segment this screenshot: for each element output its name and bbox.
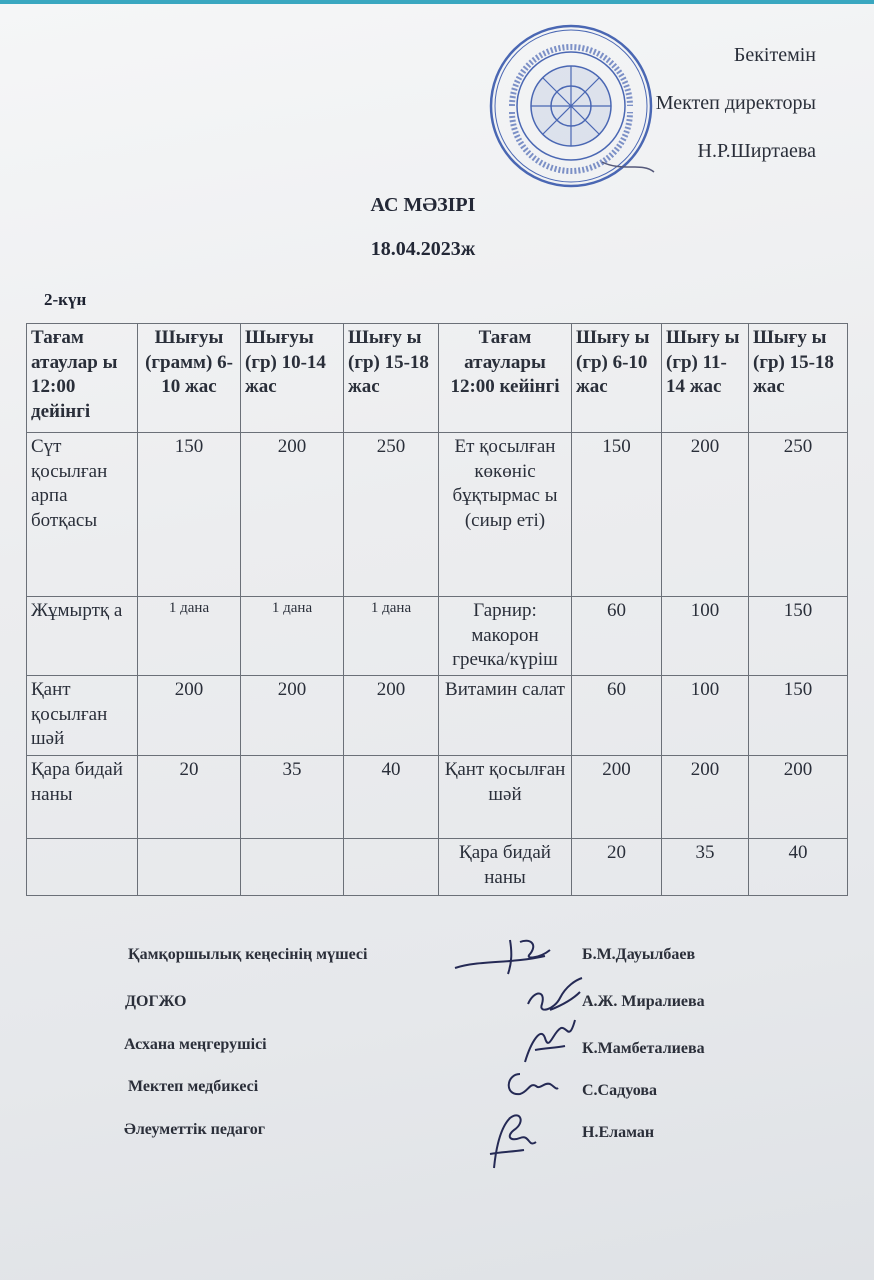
- table-cell: Сүт қосылған арпа ботқасы: [27, 433, 138, 597]
- document-date: 18.04.2023ж: [370, 238, 476, 260]
- handwritten-signature: [500, 1066, 560, 1106]
- signature-name: Н.Еламан: [582, 1124, 655, 1141]
- table-cell: 20: [572, 839, 662, 896]
- table-row: [27, 433, 848, 597]
- table-cell: 150: [572, 433, 662, 597]
- handwritten-signature: [480, 1108, 540, 1178]
- table-cell: Қант қосылған шәй: [439, 756, 572, 839]
- signature-name: А.Ж. Миралиева: [582, 993, 705, 1010]
- handwritten-signature: [515, 1012, 585, 1072]
- official-stamp: [482, 22, 660, 190]
- table-cell: 60: [572, 597, 662, 676]
- table-cell: 250: [749, 433, 848, 597]
- table-cell: 200: [662, 433, 749, 597]
- document-title: АС МӘЗІРІ: [370, 194, 476, 216]
- table-cell: Қант қосылған шәй: [27, 676, 138, 756]
- approval-line-2: Мектеп директоры: [655, 92, 816, 114]
- header-cell: Шығу ы (гр) 15-18 жас: [344, 324, 439, 433]
- menu-table: [26, 323, 848, 896]
- table-cell: 150: [749, 597, 848, 676]
- table-cell: Витамин салат: [439, 676, 572, 756]
- header-cell: Шығу ы (гр) 15-18 жас: [749, 324, 848, 433]
- header-cell: Тағам атаулар ы 12:00 дейінгі: [27, 324, 138, 433]
- signature-role: ДОГЖО: [125, 993, 187, 1010]
- table-cell: 200: [662, 756, 749, 839]
- table-cell: [241, 839, 344, 896]
- table-cell: 60: [572, 676, 662, 756]
- signature-role: Әлеуметтік педагог: [124, 1121, 266, 1138]
- signature-name: С.Садуова: [582, 1082, 658, 1099]
- table-cell: 1 дана: [344, 597, 439, 676]
- table-cell: 35: [662, 839, 749, 896]
- header-cell: Шығу ы (гр) 6-10 жас: [572, 324, 662, 433]
- table-cell: 40: [749, 839, 848, 896]
- table-cell: 150: [749, 676, 848, 756]
- table-header-row: [27, 324, 848, 433]
- signature-role: Қамқоршылық кеңесінің мүшесі: [128, 946, 368, 963]
- table-cell: 200: [344, 676, 439, 756]
- signature-role: Мектеп медбикесі: [128, 1078, 259, 1095]
- table-cell: 250: [344, 433, 439, 597]
- table-row: [27, 676, 848, 756]
- header-cell: Шығу ы (гр) 11-14 жас: [662, 324, 749, 433]
- table-cell: Жұмыртқ а: [27, 597, 138, 676]
- table-cell: 200: [138, 676, 241, 756]
- table-cell: 200: [241, 433, 344, 597]
- header-cell: Шығуы (грамм) 6-10 жас: [138, 324, 241, 433]
- table-cell: 20: [138, 756, 241, 839]
- table-cell: 200: [749, 756, 848, 839]
- table-cell: Гарнир: макорон гречка/күріш: [439, 597, 572, 676]
- table-cell: 100: [662, 597, 749, 676]
- signature-name: Б.М.Дауылбаев: [582, 946, 696, 963]
- table-row: [27, 597, 848, 676]
- table-cell: Қара бидай наны: [27, 756, 138, 839]
- table-row: [27, 839, 848, 896]
- signature-role: Асхана меңгерушісі: [124, 1036, 267, 1053]
- table-cell: 35: [241, 756, 344, 839]
- table-cell: 1 дана: [241, 597, 344, 676]
- signature-name: К.Мамбеталиева: [582, 1040, 705, 1057]
- header-cell: Тағам атаулары 12:00 кейінгі: [439, 324, 572, 433]
- table-row: [27, 756, 848, 839]
- table-cell: 40: [344, 756, 439, 839]
- table-cell: Ет қосылған көкөніс бұқтырмас ы (сиыр еті): [439, 433, 572, 597]
- table-cell: 150: [138, 433, 241, 597]
- table-cell: [344, 839, 439, 896]
- table-cell: 200: [572, 756, 662, 839]
- table-cell: 100: [662, 676, 749, 756]
- approval-line-3: Н.Р.Ширтаева: [697, 140, 816, 162]
- table-cell: [138, 839, 241, 896]
- table-cell: 200: [241, 676, 344, 756]
- table-cell: [27, 839, 138, 896]
- approval-line-1: Бекітемін: [733, 44, 816, 66]
- table-cell: 1 дана: [138, 597, 241, 676]
- table-cell: Қара бидай наны: [439, 839, 572, 896]
- header-cell: Шығуы (гр) 10-14 жас: [241, 324, 344, 433]
- day-label: 2-күн: [44, 290, 87, 309]
